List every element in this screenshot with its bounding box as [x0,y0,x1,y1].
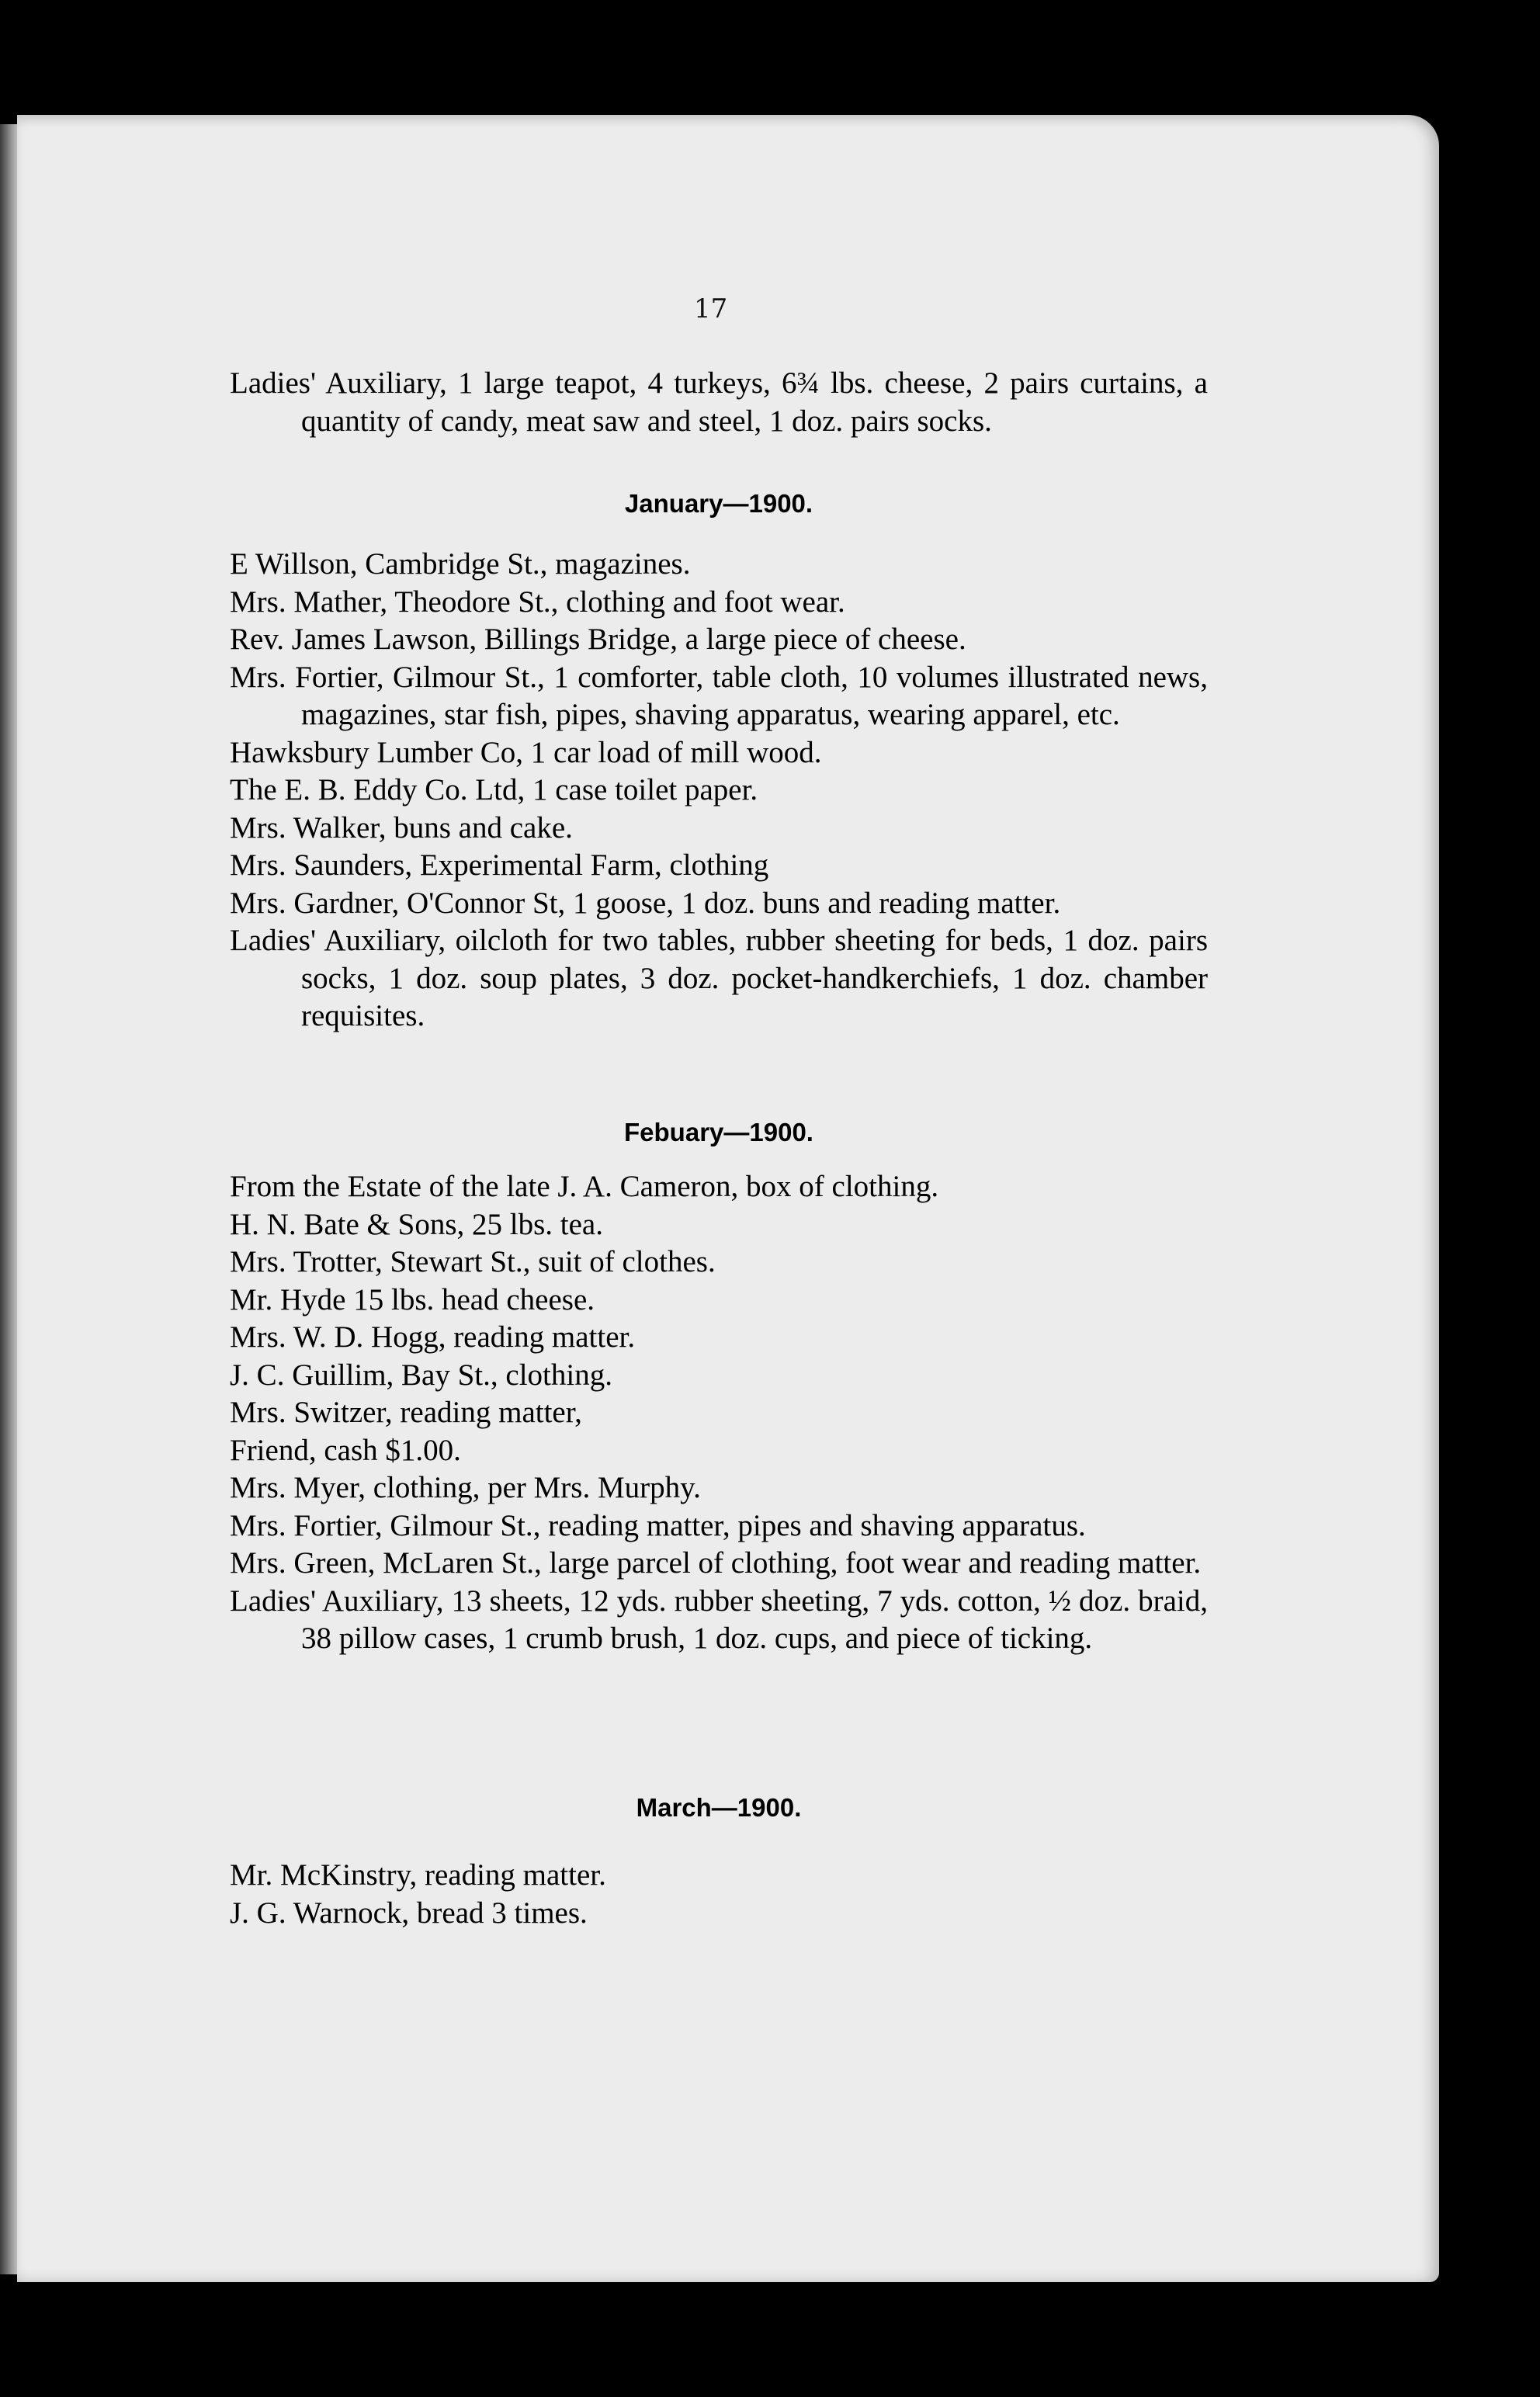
section-february [230,1118,1208,1147]
intro-entries [230,365,1208,440]
january-entries [230,546,1208,1035]
binding-edge [0,124,17,2274]
list-item: Ladies' Auxiliary, 13 sheets, 12 yds. rubber sheeting, 7 yds. cotton, ½ doz. braid, 38 pillow cases, 1 crumb brush, 1 doz. cups, and piece of ticking. [230,1584,1208,1655]
list-item: J. G. Warnock, bread 3 times. [230,1896,588,1930]
march-entries [230,1857,1208,1932]
february-entries [230,1168,1208,1658]
list-item: Mr. McKinstry, reading matter. [230,1858,606,1892]
list-item: Ladies' Auxiliary, oilcloth for two tables, rubber sheeting for beds, 1 doz. pairs socks, 1 doz. soup plates, 3 doz. pocket-handkerchiefs, 1 doz. chamber requisites. [230,924,1208,1032]
list-item: Mrs. Green, McLaren St., large parcel of clothing, foot wear and reading matter. [230,1546,1202,1580]
page-number: 17 [694,293,728,324]
list-item: Mrs. W. D. Hogg, reading matter. [230,1320,636,1354]
list-item: Mrs. Saunders, Experimental Farm, clothing [230,848,769,882]
list-item: Mrs. Fortier, Gilmour St., 1 comforter, table cloth, 10 volumes illustrated news, magazines, star fish, pipes, shaving apparatus, wearing apparel, etc. [230,660,1208,731]
list-item: Mrs. Walker, buns and cake. [230,810,573,845]
list-item: From the Estate of the late J. A. Cameron, box of clothing. [230,1170,939,1203]
section-january [230,489,1208,519]
section-heading: Febuary—1900. [624,1118,813,1146]
list-item: Friend, cash $1.00. [230,1433,461,1467]
list-item: Mrs. Gardner, O'Connor St, 1 goose, 1 doz. buns and reading matter. [230,886,1061,920]
list-item: Mrs. Switzer, reading matter, [230,1396,582,1429]
section-heading: March—1900. [636,1793,802,1822]
february-entries-block [230,1168,1208,1658]
list-item: Mrs. Myer, clothing, per Mrs. Murphy. [230,1471,701,1504]
section-heading: January—1900. [624,489,813,518]
list-item: E Willson, Cambridge St., magazines. [230,547,691,581]
list-item: Mrs. Mather, Theodore St., clothing and foot wear. [230,585,845,619]
list-item: Ladies' Auxiliary, 1 large teapot, 4 turkeys, 6¾ lbs. cheese, 2 pairs curtains, a quantity of candy, meat saw and steel, 1 doz. pairs socks. [230,366,1208,438]
intro-block [230,365,1208,440]
list-item: Mr. Hyde 15 lbs. head cheese. [230,1282,595,1316]
list-item: Rev. James Lawson, Billings Bridge, a large piece of cheese. [230,623,966,656]
list-item: Hawksbury Lumber Co, 1 car load of mill wood. [230,735,822,769]
list-item: Mrs. Fortier, Gilmour St., reading matter, pipes and shaving apparatus. [230,1508,1086,1542]
march-entries-block [230,1857,1208,1932]
list-item: Mrs. Trotter, Stewart St., suit of clothes. [230,1245,716,1278]
section-march [230,1793,1208,1823]
list-item: The E. B. Eddy Co. Ltd, 1 case toilet paper. [230,773,758,807]
list-item: H. N. Bate & Sons, 25 lbs. tea. [230,1207,603,1241]
january-entries-block [230,546,1208,1035]
list-item: J. C. Guillim, Bay St., clothing. [230,1358,612,1392]
